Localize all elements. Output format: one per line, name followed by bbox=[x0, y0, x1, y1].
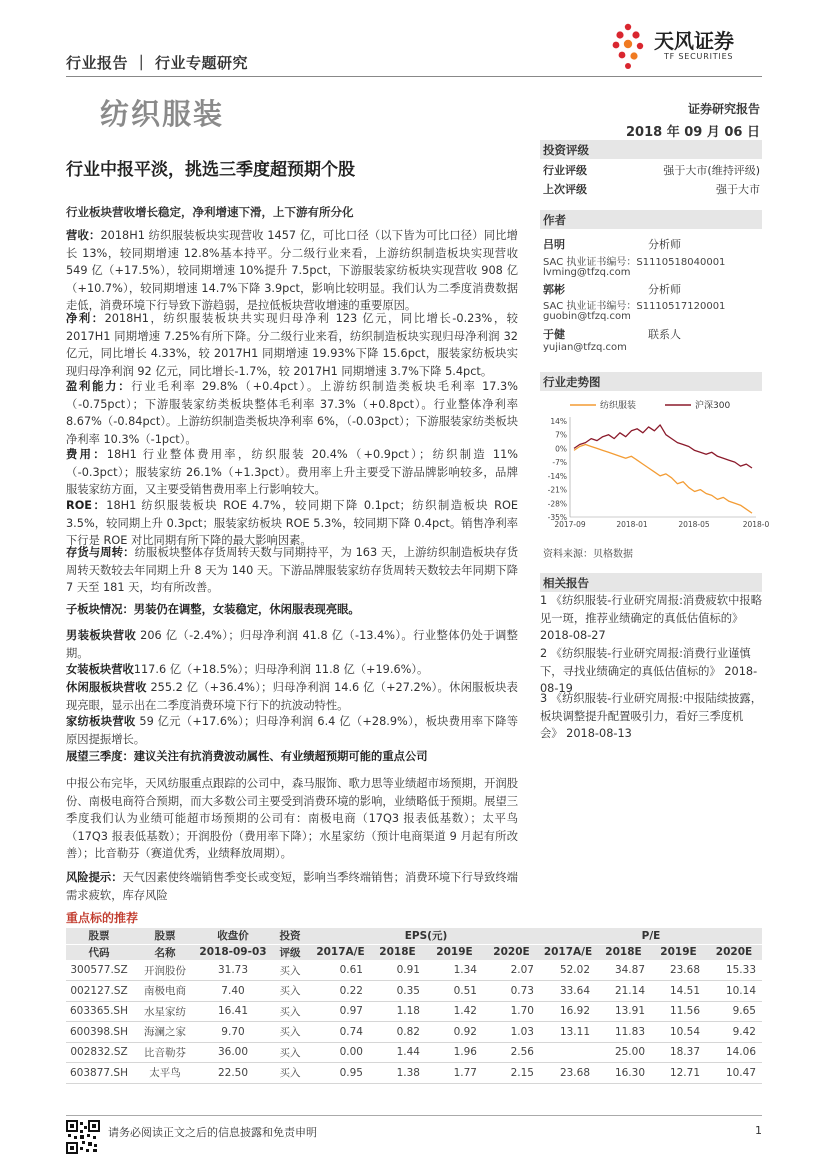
author-role: 联系人 bbox=[648, 328, 681, 341]
table-cell: 10.47 bbox=[725, 1066, 756, 1079]
related-report[interactable]: 3 《纺织服装-行业研究周报:中报陆续披露，板块调整提升配置吸引力，看好三季度机会》 2018-08-13 bbox=[540, 692, 763, 741]
report-type: 证券研究报告 bbox=[687, 102, 760, 116]
logo-name: 天风证券 bbox=[654, 29, 734, 53]
womenswear-paragraph bbox=[66, 661, 518, 679]
table-row bbox=[66, 1042, 762, 1063]
author-name: 于健 bbox=[543, 328, 565, 341]
table-cell: 16.92 bbox=[559, 1005, 590, 1018]
table-cell: 1.18 bbox=[396, 1005, 420, 1018]
prev-rating-label: 上次评级 bbox=[543, 183, 587, 196]
legend-label: 纺织服装 bbox=[600, 401, 637, 411]
report-category: 行业报告 ｜ 行业专题研究 bbox=[66, 54, 248, 72]
table-cell: 1.70 bbox=[510, 1005, 534, 1018]
table-cell: 34.87 bbox=[614, 964, 645, 976]
table-cell: 海澜之家 bbox=[144, 1026, 186, 1039]
table-cell: 002832.SZ bbox=[70, 1046, 128, 1059]
table-cell: 0.92 bbox=[453, 1025, 477, 1038]
table-cell: 0.73 bbox=[510, 984, 534, 997]
page-number: 1 bbox=[755, 1124, 762, 1137]
table-cell: 13.11 bbox=[559, 1025, 590, 1038]
th-pe-2019: 2019E bbox=[651, 944, 706, 960]
logo-english: TF SECURITIES bbox=[664, 52, 734, 61]
header-divider bbox=[66, 76, 762, 77]
casual-paragraph bbox=[66, 679, 518, 714]
y-tick-label: 7% bbox=[555, 430, 567, 440]
table-cell: 0.82 bbox=[396, 1025, 420, 1038]
table-cell: 买入 bbox=[279, 1026, 301, 1039]
table-cell: 开润股份 bbox=[144, 964, 186, 977]
table-cell: 21.14 bbox=[614, 984, 645, 997]
chart-source: 资料来源：贝格数据 bbox=[543, 549, 633, 560]
table-cell: 0.51 bbox=[453, 984, 477, 997]
table-cell: 0.61 bbox=[339, 964, 363, 976]
table-cell: 12.71 bbox=[669, 1066, 700, 1079]
roe-label: ROE： bbox=[66, 499, 107, 512]
table-row bbox=[66, 960, 762, 981]
profit-text: 2018H1，纺织服装板块共实现归母净利 123 亿元，同比增长-0.23%，较 2017H1 同期增速 7.25%有所下降。分二级行业来看，纺织制造板块实现归母净利润 32 亿元，同比增长 4.33%，较 2017H1 同期增速 19.93%下降 15.6pct，服装家纺板块实现归母净利润 92 亿元，同比增长-1.7%，较 2017H1 同期增速 3.7%下降 5.4pct。 bbox=[66, 312, 518, 378]
th-pe-2020: 2020E bbox=[706, 944, 762, 960]
table-cell: 0.35 bbox=[396, 984, 420, 997]
table-cell: 2.07 bbox=[510, 964, 534, 976]
table-cell: 太平鸟 bbox=[149, 1067, 181, 1080]
th-stock-code: 股票 bbox=[66, 928, 132, 944]
qr-code-icon bbox=[66, 1120, 100, 1154]
y-tick-label: -21% bbox=[547, 485, 567, 495]
table-cell: 0.91 bbox=[396, 964, 420, 976]
risk-paragraph bbox=[66, 869, 518, 904]
table-cell: 1.38 bbox=[396, 1066, 420, 1079]
table-cell: 25.00 bbox=[614, 1046, 645, 1059]
inventory-text: 纺服板块整体存货周转天数与同期持平，为 163 天，上游纺织制造板块存货周转天数较去年同期上升 8 天为 140 天。下游品牌服装家纺存货周转天数较去年同期下降 7 天至 181 天，均有所改善。 bbox=[66, 546, 518, 595]
profit-paragraph bbox=[66, 310, 518, 380]
footer-divider bbox=[66, 1115, 762, 1116]
th-date: 2018-09-03 bbox=[198, 944, 268, 960]
table-cell: 买入 bbox=[279, 1046, 301, 1059]
th-eps-2020: 2020E bbox=[483, 944, 540, 960]
y-tick-label: -14% bbox=[547, 471, 567, 481]
inventory-label: 存货与周转： bbox=[66, 546, 135, 559]
x-tick-label: 2018-0 bbox=[742, 520, 770, 529]
th-eps: EPS(元) bbox=[312, 928, 540, 944]
table-cell: 002127.SZ bbox=[70, 984, 128, 997]
table-cell: 买入 bbox=[279, 964, 301, 977]
risk-label: 风险提示： bbox=[66, 871, 123, 884]
related-report[interactable]: 2 《纺织服装-行业研究周报:消费行业谨慎下，寻找业绩确定的真低估值标的》 2018-08-19 bbox=[540, 647, 758, 696]
table-cell: 11.56 bbox=[669, 1005, 700, 1018]
author-email[interactable]: yujian@tfzq.com bbox=[543, 342, 627, 353]
table-cell: 600398.SH bbox=[70, 1025, 128, 1038]
table-cell: 2.56 bbox=[510, 1046, 534, 1059]
margin-paragraph bbox=[66, 378, 518, 448]
table-cell: 11.83 bbox=[614, 1025, 645, 1038]
expense-paragraph bbox=[66, 446, 518, 499]
table-row bbox=[66, 1022, 762, 1043]
author-cert: SAC 执业证书编号：S1110517120001 bbox=[543, 301, 726, 312]
table-cell: 买入 bbox=[279, 1067, 301, 1080]
table-cell: 0.00 bbox=[339, 1046, 363, 1059]
revenue-label: 营收： bbox=[66, 229, 101, 242]
table-cell: 603877.SH bbox=[70, 1066, 128, 1079]
footer-disclaimer: 请务必阅读正文之后的信息披露和免责申明 bbox=[108, 1126, 317, 1139]
table-cell: 1.03 bbox=[510, 1025, 534, 1038]
table-row bbox=[66, 981, 762, 1002]
table-cell: 1.42 bbox=[453, 1005, 477, 1018]
margin-label: 盈利能力： bbox=[66, 380, 132, 393]
table-cell: 36.00 bbox=[217, 1046, 249, 1059]
table-cell: 1.96 bbox=[453, 1046, 477, 1059]
menswear-paragraph bbox=[66, 627, 518, 662]
table-row bbox=[66, 1001, 762, 1022]
rating-heading: 投资评级 bbox=[540, 140, 762, 159]
table-cell: 1.34 bbox=[453, 964, 477, 976]
th-stock-name: 股票 bbox=[132, 928, 198, 944]
th-pe-2018: 2018E bbox=[596, 944, 651, 960]
th-pe: P/E bbox=[540, 928, 762, 944]
menswear-label: 男装板块营收 bbox=[66, 629, 137, 642]
outlook-title: 展望三季度：建议关注有抗消费波动属性、有业绩超预期可能的重点公司 bbox=[66, 750, 428, 763]
th-name: 名称 bbox=[132, 944, 198, 960]
table-cell: 1.77 bbox=[453, 1066, 477, 1079]
author-email[interactable]: guobin@tfzq.com bbox=[543, 311, 631, 322]
expense-text: 18H1 行业整体费用率，纺织服装 20.4%（+0.9pct）；纺织制造 11%（-0.3pct）；服装家纺 26.1%（+1.3pct）。费用率上升主要受下游品牌影响较多，品牌服装家纺方面，又主要受销售费用率上行影响较大。 bbox=[66, 448, 518, 497]
table-cell: 18.37 bbox=[669, 1046, 700, 1059]
table-cell: 603365.SH bbox=[70, 1005, 128, 1018]
subheadline: 行业板块营收增长稳定，净利增速下滑，上下游有所分化 bbox=[66, 205, 354, 219]
y-tick-label: -7% bbox=[552, 458, 567, 468]
hometextile-label: 家纺板块营收 bbox=[66, 715, 136, 728]
report-date: 2018 年 09 月 06 日 bbox=[626, 125, 760, 140]
table-cell: 52.02 bbox=[559, 964, 590, 976]
table-title: 重点标的推荐 bbox=[66, 911, 139, 925]
headline: 行业中报平淡，挑选三季度超预期个股 bbox=[66, 160, 355, 180]
sector-title: 纺织服装 bbox=[100, 97, 225, 131]
table-cell: 1.44 bbox=[396, 1046, 420, 1059]
table-cell: 13.91 bbox=[614, 1005, 645, 1018]
menswear-text: 206 亿（-2.4%）；归母净利润 41.8 亿（-13.4%）。行业整体仍处于调整期。 bbox=[66, 629, 518, 660]
author-role: 分析师 bbox=[648, 283, 681, 296]
th-close: 收盘价 bbox=[198, 928, 268, 944]
related-report[interactable]: 1 《纺织服装-行业研究周报:消费疲软中报略见一斑，推荐业绩确定的真低估值标的》 2018-08-27 bbox=[540, 594, 763, 643]
table-cell: 16.30 bbox=[614, 1066, 645, 1079]
th-eps-2017: 2017A/E bbox=[312, 944, 369, 960]
table-cell: 9.65 bbox=[732, 1005, 756, 1018]
casual-text: 255.2 亿（+36.4%）；归母净利润 14.6 亿（+27.2%）。休闲服板块表现亮眼，显示出在二季度消费环境下行下的抗波动特性。 bbox=[66, 681, 518, 712]
stock-recommendation-table bbox=[66, 928, 762, 1084]
legend-label: 沪深300 bbox=[695, 401, 731, 411]
th-eps-2018: 2018E bbox=[369, 944, 426, 960]
prev-rating-value: 强于大市 bbox=[716, 183, 760, 196]
womenswear-label: 女装板块营收 bbox=[66, 663, 134, 676]
table-cell: 16.41 bbox=[217, 1005, 249, 1018]
th-eps-2019: 2019E bbox=[426, 944, 483, 960]
risk-text: 天气因素使终端销售季变长或变短，影响当季终端销售；消费环境下行导致终端需求疲软，库存风险 bbox=[66, 871, 518, 902]
related-heading: 相关报告 bbox=[540, 573, 762, 592]
table-cell: 南极电商 bbox=[144, 985, 186, 998]
table-cell: 14.51 bbox=[669, 984, 700, 997]
roe-text: 18H1 纺织服装板块 ROE 4.7%，较同期下降 0.1pct；纺织制造板块 ROE 3.5%，较同期上升 0.3pct；服装家纺板块 ROE 5.3%，较同期下降 0.4pct。销售净利率下行是 ROE 对比同期有所下降的最大影响因素。 bbox=[66, 499, 518, 548]
table-cell: 22.50 bbox=[217, 1066, 249, 1079]
table-cell: 300577.SZ bbox=[70, 964, 128, 976]
margin-text: 行业毛利率 29.8%（+0.4pct）。上游纺织制造类板块毛利率 17.3%（-0.75pct）；下游服装家纺类板块整体毛利率 37.3%（+0.8pct）。行业整体净利率 8.67%（-0.84pct）。上游纺织制造类板块净利率 6%，（-0.03pct）；下游服装家纺类板块净利率 10.3%（-1pct）。 bbox=[66, 380, 518, 446]
expense-label: 费用： bbox=[66, 448, 107, 461]
table-cell: 买入 bbox=[279, 1005, 301, 1018]
table-cell: 15.33 bbox=[725, 964, 756, 976]
y-tick-label: -28% bbox=[547, 499, 567, 509]
series-line bbox=[574, 445, 752, 514]
table-cell: 0.74 bbox=[339, 1025, 363, 1038]
hometextile-text: 59 亿元（+17.6%）；归母净利润 6.4 亿（+28.9%），板块费用率下降等原因提振增长。 bbox=[66, 715, 518, 746]
y-tick-label: 0% bbox=[555, 444, 567, 454]
author-cert: SAC 执业证书编号：S1110518040001 bbox=[543, 257, 726, 268]
outlook-paragraph: 中报公布完毕，天风纺服重点跟踪的公司中，森马服饰、歌力思等业绩超市场预期，开润股份、南极电商符合预期，而大多数公司主要受到消费环境的影响，业绩略低于预期。展望三季度我们认为业绩可能超市场预期的公司有：南极电商（17Q3 报表低基数）；太平鸟（17Q3 报表低基数）；开润股份（费用率下降）；水星家纺（预计电商渠道 9 月起有所改善）；比音勒芬（赛道优秀，业绩释放周期）。 bbox=[66, 777, 518, 861]
series-line bbox=[574, 425, 752, 468]
table-cell: 7.40 bbox=[221, 984, 245, 997]
profit-label: 净利： bbox=[66, 312, 105, 325]
hometextile-paragraph bbox=[66, 713, 518, 748]
table-cell: 比音勒芬 bbox=[144, 1046, 186, 1059]
table-cell: 10.14 bbox=[725, 984, 756, 997]
table-cell: 水星家纺 bbox=[144, 1005, 186, 1018]
author-name: 郭彬 bbox=[543, 283, 565, 296]
table-cell: 23.68 bbox=[669, 964, 700, 976]
roe-paragraph bbox=[66, 497, 518, 550]
table-cell: 23.68 bbox=[559, 1066, 590, 1079]
table-cell: 0.97 bbox=[339, 1005, 363, 1018]
table-cell bbox=[540, 1042, 596, 1063]
industry-trend-chart bbox=[540, 393, 770, 541]
th-pe-2017: 2017A/E bbox=[540, 944, 596, 960]
casual-label: 休闲服板块营收 bbox=[66, 681, 147, 694]
womenswear-text: 117.6 亿（+18.5%）；归母净利润 11.8 亿（+19.6%）。 bbox=[133, 663, 429, 676]
table-cell: 33.64 bbox=[559, 984, 590, 997]
author-heading: 作者 bbox=[540, 210, 762, 229]
table-cell: 14.06 bbox=[725, 1046, 756, 1059]
author-name: 吕明 bbox=[543, 238, 565, 251]
x-tick-label: 2018-01 bbox=[616, 520, 648, 529]
x-tick-label: 2018-05 bbox=[678, 520, 710, 529]
table-cell: 0.95 bbox=[339, 1066, 363, 1079]
industry-rating-value: 强于大市(维持评级) bbox=[663, 164, 760, 177]
industry-rating-label: 行业评级 bbox=[543, 164, 587, 177]
table-cell: 买入 bbox=[279, 985, 301, 998]
table-cell: 0.22 bbox=[339, 984, 363, 997]
y-tick-label: 14% bbox=[550, 417, 567, 426]
th-rating: 投资 bbox=[268, 928, 312, 944]
table-cell: 9.70 bbox=[221, 1025, 245, 1038]
revenue-paragraph bbox=[66, 227, 518, 315]
table-row bbox=[66, 1063, 762, 1084]
y-tick-label: -35% bbox=[547, 513, 567, 522]
table-cell: 10.54 bbox=[669, 1025, 700, 1038]
author-role: 分析师 bbox=[648, 238, 681, 251]
revenue-text: 2018H1 纺织服装板块实现营收 1457 亿，可比口径（以下皆为可比口径）同比增长 13%，较同期增速 12.8%基本持平。分二级行业来看，上游纺织制造板块实现营收 549 亿（+17.5%），较同期增速 10%提升 7.5pct，下游服装家纺板块实现营收 908 亿（+10.7%），较同期增速 14.7%下降 3.9pct，影响比较明显。我们认为二季度消费数据走低，消费环境下行导致下游趋弱，是拉低板块营收增速的重要原因。 bbox=[66, 229, 518, 313]
th-rating-sub: 评级 bbox=[268, 944, 312, 960]
th-code: 代码 bbox=[66, 944, 132, 960]
trend-heading: 行业走势图 bbox=[540, 372, 762, 391]
table-cell: 9.42 bbox=[732, 1025, 756, 1038]
inventory-paragraph bbox=[66, 544, 518, 597]
x-tick-label: 2017-09 bbox=[554, 520, 586, 529]
author-email[interactable]: lvming@tfzq.com bbox=[543, 267, 631, 278]
table-cell: 2.15 bbox=[510, 1066, 534, 1079]
subsector-title: 子板块情况：男装仍在调整，女装稳定，休闲服表现亮眼。 bbox=[66, 603, 360, 616]
table-cell: 31.73 bbox=[217, 964, 249, 976]
